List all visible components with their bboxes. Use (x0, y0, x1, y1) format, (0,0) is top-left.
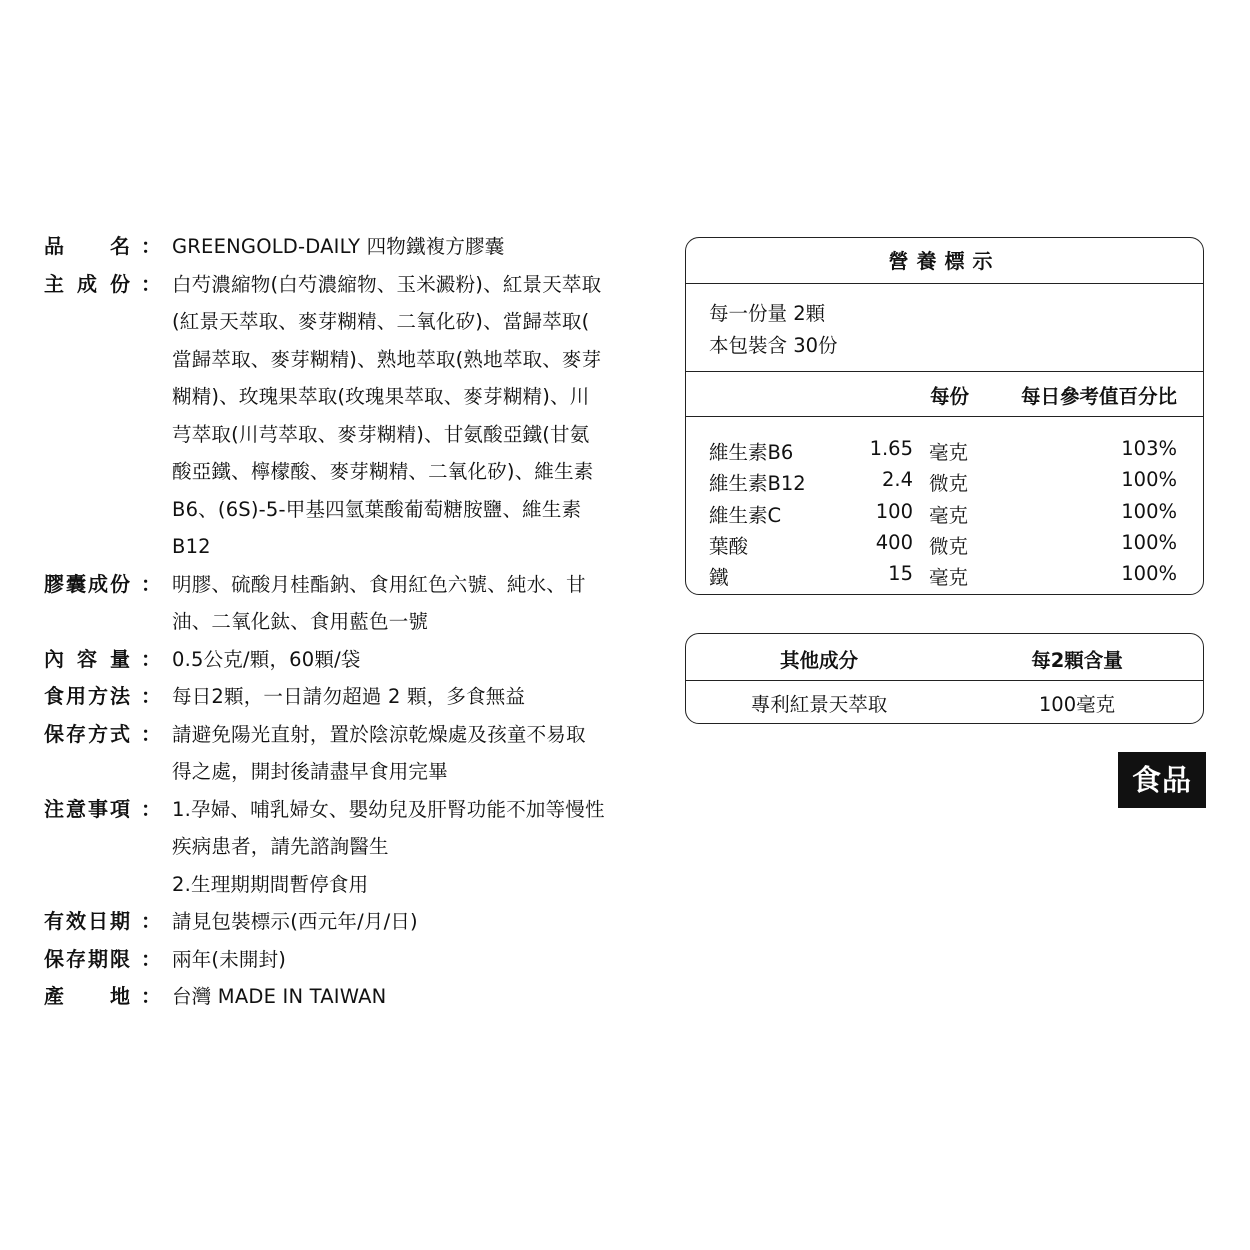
nutrient-unit: 毫克 (929, 441, 969, 464)
nutrient-name: 維生素B12 (709, 472, 806, 496)
spec-colon: ： (141, 909, 161, 933)
other-ingredient-row (686, 681, 1203, 725)
spec-value-line: 0.5公克/顆，60顆/袋 (172, 647, 361, 671)
spec-value-line: 兩年(未開封) (172, 947, 287, 971)
spec-row (44, 266, 644, 566)
daily-value-header: 每日參考值百分比 (1020, 385, 1177, 408)
nutrient-dv: 100% (1121, 530, 1177, 554)
spec-label: 保存期限 (44, 946, 130, 971)
spec-value-line: 台灣 MADE IN TAIWAN (172, 985, 387, 1008)
nutrient-unit: 毫克 (929, 566, 969, 590)
nutrition-header (686, 372, 1203, 417)
nutrient-row (686, 562, 1203, 593)
spec-value (172, 678, 632, 716)
spec-value-line: 1.孕婦、哺乳婦女、嬰幼兒及肝腎功能不加等慢性 (172, 797, 605, 821)
nutrition-facts-panel (685, 237, 1204, 595)
nutrient-row (686, 531, 1203, 562)
nutrient-amount: 15 (888, 562, 913, 586)
spec-value-line: 請見包裝標示(西元年/月/日) (172, 910, 418, 933)
nutrient-amount: 2.4 (881, 468, 913, 492)
spec-value-line: 當歸萃取、麥芽糊精)、熟地萃取(熟地萃取、麥芽 (172, 347, 602, 371)
spec-colon: ： (141, 571, 161, 596)
spec-value (172, 266, 632, 566)
spec-value (172, 941, 632, 979)
nutrient-dv: 100% (1121, 562, 1177, 586)
spec-value (172, 228, 632, 266)
spec-value-line: 每日2顆，一日請勿超過 2 顆，多食無益 (172, 685, 526, 708)
spec-value-line: 糊精)、玫瑰果萃取(玫瑰果萃取、麥芽糊精)、川 (172, 385, 590, 408)
spec-label: 內容量 (44, 646, 130, 671)
other-ingredients-header (686, 634, 1203, 681)
spec-row (44, 641, 644, 679)
nutrient-row (686, 437, 1203, 468)
serving-info (686, 284, 1203, 372)
other-ingredient-name: 專利紅景天萃取 (750, 693, 888, 716)
spec-value-line: B12 (172, 535, 211, 558)
spec-value (172, 716, 632, 791)
spec-value-line: 明膠、硫酸月桂酯鈉、食用紅色六號、純水、甘 (172, 572, 586, 596)
spec-row (44, 228, 644, 266)
spec-label: 品 名 (44, 234, 130, 258)
other-ingredient-amount: 100毫克 (1038, 693, 1116, 716)
servings-per-pack: 本包裝含 30份 (709, 333, 838, 357)
spec-colon: ： (141, 271, 161, 296)
spec-value-line: 酸亞鐵、檸檬酸、麥芽糊精、二氧化矽)、維生素 (172, 460, 594, 483)
other-ingredients-col-header: 其他成分 (779, 649, 858, 672)
spec-colon: ： (141, 684, 161, 708)
per-2-capsules-col-header: 每2顆含量 (1031, 649, 1123, 672)
nutrient-amount: 1.65 (869, 437, 913, 460)
spec-value-line: 疾病患者，請先諮詢醫生 (172, 835, 389, 858)
nutrient-row (686, 468, 1203, 499)
nutrient-dv: 100% (1121, 468, 1177, 492)
nutrient-name: 維生素C (709, 503, 782, 527)
spec-value-line: 白芍濃縮物(白芍濃縮物、玉米澱粉)、紅景天萃取 (172, 272, 602, 296)
nutrient-name: 鐵 (709, 566, 729, 590)
other-ingredients-rows (686, 681, 1203, 725)
spec-label: 主成份 (44, 271, 130, 296)
nutrient-dv: 103% (1121, 437, 1177, 460)
spec-value-line: 芎萃取(川芎萃取、麥芽糊精)、甘氨酸亞鐵(甘氨 (172, 422, 590, 446)
spec-label: 保存方式 (44, 721, 130, 746)
spec-row (44, 903, 644, 941)
spec-row (44, 791, 644, 904)
spec-value-line: 請避免陽光直射，置於陰涼乾燥處及孩童不易取 (172, 722, 586, 746)
nutrition-rows (686, 417, 1203, 593)
spec-value (172, 566, 632, 641)
nutrition-title: 營養標示 (686, 238, 1203, 284)
spec-label: 注意事項 (44, 796, 130, 821)
spec-colon: ： (141, 721, 161, 746)
nutrient-amount: 100 (875, 499, 913, 523)
spec-row (44, 678, 644, 716)
spec-label: 有效日期 (44, 909, 130, 933)
spec-value-line: 得之處，開封後請盡早食用完畢 (172, 760, 448, 783)
spec-colon: ： (141, 234, 161, 258)
spec-label: 食用方法 (44, 684, 130, 708)
spec-value-line: 油、二氧化鈦、食用藍色一號 (172, 610, 429, 633)
spec-colon: ： (141, 946, 161, 971)
spec-colon: ： (141, 984, 161, 1008)
spec-value-line: B6、(6S)-5-甲基四氫葉酸葡萄糖胺鹽、維生素 (172, 497, 582, 521)
nutrient-name: 葉酸 (709, 534, 749, 558)
nutrient-name: 維生素B6 (709, 441, 794, 464)
spec-value (172, 791, 632, 904)
spec-colon: ： (141, 796, 161, 821)
product-spec-list (44, 228, 644, 1016)
spec-row (44, 716, 644, 791)
spec-colon: ： (141, 646, 161, 671)
spec-value-line: 2.生理期期間暫停食用 (172, 872, 369, 896)
nutrient-dv: 100% (1121, 499, 1177, 523)
nutrient-unit: 微克 (929, 534, 969, 558)
nutrient-row (686, 500, 1203, 531)
spec-label: 膠囊成份 (44, 571, 130, 596)
spec-value (172, 641, 632, 679)
spec-label: 產 地 (44, 984, 130, 1008)
food-badge: 食品 (1118, 752, 1206, 808)
nutrient-unit: 微克 (929, 472, 969, 496)
spec-value-line: GREENGOLD-DAILY 四物鐵複方膠囊 (172, 235, 505, 258)
per-serving-header: 每份 (930, 385, 970, 408)
other-ingredients-panel (685, 633, 1204, 724)
serving-size: 每一份量 2顆 (709, 302, 826, 325)
spec-value (172, 903, 632, 941)
nutrient-amount: 400 (875, 530, 913, 554)
spec-row (44, 941, 644, 979)
nutrient-unit: 毫克 (929, 503, 969, 527)
spec-value-line: (紅景天萃取、麥芽糊精、二氧化矽)、當歸萃取( (172, 310, 590, 333)
spec-row (44, 566, 644, 641)
spec-row (44, 978, 644, 1016)
spec-value (172, 978, 632, 1016)
